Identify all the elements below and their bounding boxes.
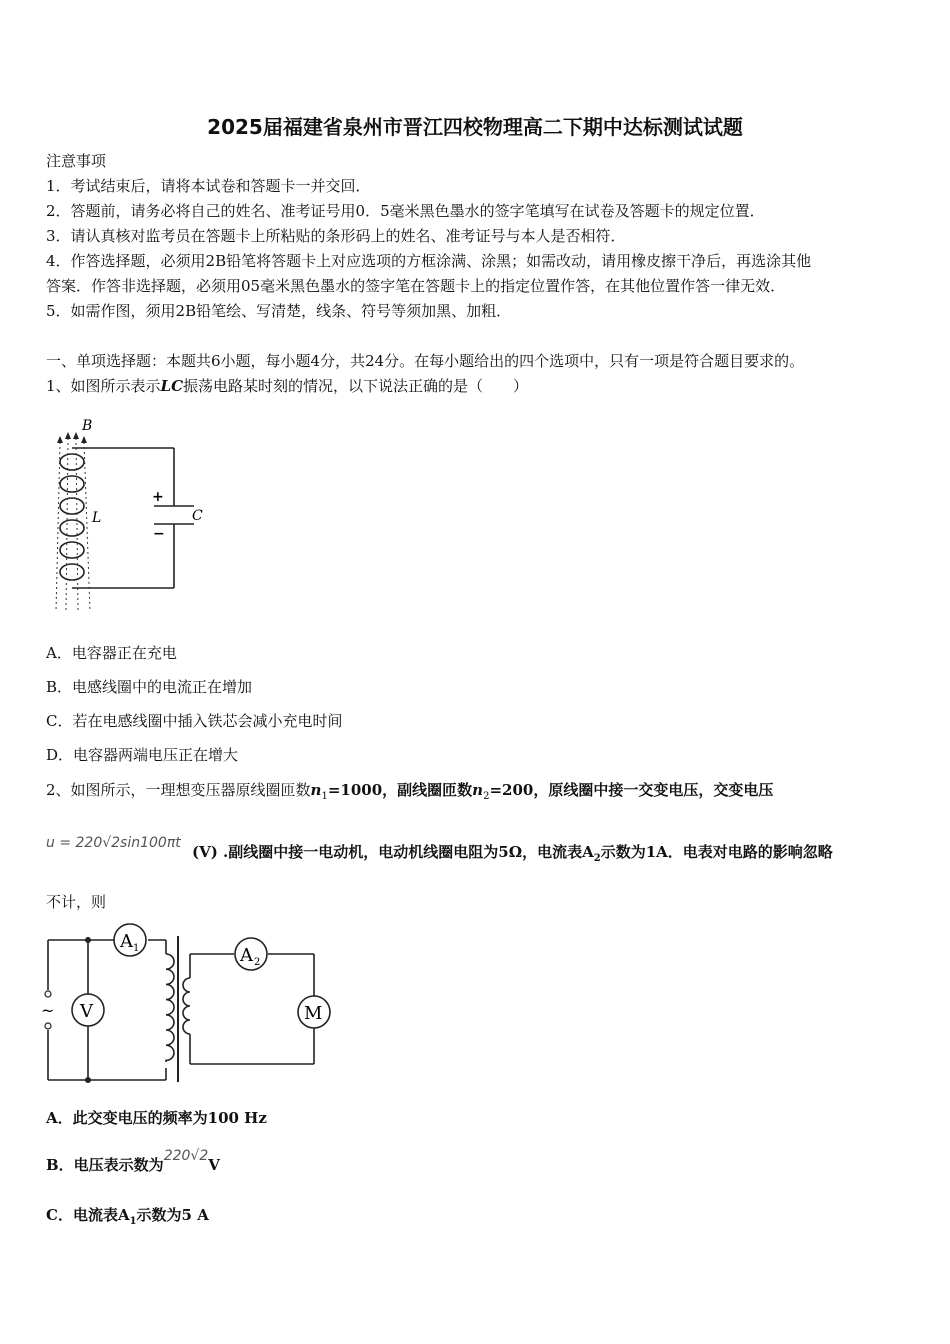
q1-option-b: B．电感线圈中的电流正在增加 <box>46 678 253 696</box>
notice-heading: 注意事项 <box>46 152 107 170</box>
q2-formula <box>46 832 181 853</box>
question-1-stem <box>46 376 528 396</box>
q2-option-b-post: V <box>208 1156 220 1174</box>
q1-stem-var: LC <box>160 377 184 395</box>
label-c: C <box>192 508 203 524</box>
q1-option-d: D．电容器两端电压正在增大 <box>46 746 239 764</box>
notice-item: 2．答题前，请务必将自己的姓名、准考证号用0．5毫米黑色墨水的签字笔填写在试卷及答题卡的规定位置． <box>46 202 765 220</box>
q2-option-a: A．此交变电压的频率为100 Hz <box>46 1109 267 1127</box>
q1-stem-pre: 1、如图所示表示 <box>46 377 161 395</box>
terminal-bottom <box>45 1023 51 1029</box>
notice-item: 4．作答选择题，必须用2B铅笔将答题卡上对应选项的方框涂满、涂黑；如需改动，请用橡皮擦干净后，再选涂其他 <box>46 252 812 270</box>
q2-option-b <box>46 1148 220 1176</box>
ammeter-a2-sub: 2 <box>254 957 261 968</box>
q2-option-c-pre: C．电流表A <box>46 1206 130 1224</box>
q2-option-c <box>46 1205 209 1225</box>
ac-symbol: ~ <box>41 1001 55 1020</box>
notice-item: 答案．作答非选择题，必须用05毫米黑色墨水的签字笔在答题卡上的指定位置作答，在其他位置作答一律无效． <box>46 277 786 295</box>
question-2-stem <box>46 780 773 800</box>
q2-line1-a: 2、如图所示，一理想变压器原线圈匝数 <box>46 781 311 799</box>
q2-line3: 不计，则 <box>46 893 107 911</box>
q2-line2-b: 示数为1A．电表对电路的影响忽略 <box>600 843 833 861</box>
motor-label: M <box>304 1003 323 1024</box>
notice-item: 3．请认真核对监考员在答题卡上所粘贴的条形码上的姓名、准考证号与本人是否相符． <box>46 227 626 245</box>
coil-turn <box>60 520 84 536</box>
q2-option-b-formula: 220√2 <box>163 1148 209 1164</box>
transformer-circuit-figure <box>40 918 340 1088</box>
coil-turn <box>60 476 84 492</box>
label-plus: + <box>152 489 164 505</box>
coil-turn <box>60 564 84 580</box>
q2-line1-b: =1000，副线圈匝数 <box>327 781 473 799</box>
label-minus: − <box>153 526 165 542</box>
ammeter-a1-sub: 1 <box>133 943 140 954</box>
voltage-formula: u = 220√2sin100πt <box>46 835 181 851</box>
coil-turn <box>60 498 84 514</box>
ammeter-a1-label: A <box>120 931 133 952</box>
q2-n2-sub: 2 <box>483 791 490 802</box>
q1-stem-post: 振荡电路某时刻的情况，以下说法正确的是（ ） <box>183 377 529 395</box>
q2-option-c-post: 示数为5 A <box>136 1206 209 1224</box>
q2-n1-sub: 1 <box>321 791 328 802</box>
secondary-coil <box>183 978 190 1034</box>
page-title: 2025届福建省泉州市晋江四校物理高二下期中达标测试试题 <box>207 115 743 139</box>
coil-turn <box>60 542 84 558</box>
lc-circuit-figure <box>46 412 216 617</box>
voltmeter-label: V <box>80 1001 93 1022</box>
ammeter-a2-label: A <box>240 945 253 966</box>
terminal-top <box>45 991 51 997</box>
junction-dot <box>85 1077 91 1083</box>
q2-line2 <box>192 842 833 862</box>
q1-option-a: A．电容器正在充电 <box>46 644 177 662</box>
q2-option-c-sub: 1 <box>129 1216 137 1227</box>
primary-coil <box>166 954 174 1062</box>
label-l: L <box>92 510 102 526</box>
q2-line2-sub: 2 <box>593 853 601 864</box>
junction-dot <box>85 937 91 943</box>
coil-turn <box>60 454 84 470</box>
q2-n2: n <box>472 781 484 799</box>
q2-option-b-pre: B．电压表示数为 <box>46 1156 164 1174</box>
q1-option-c: C．若在电感线圈中插入铁芯会减小充电时间 <box>46 712 343 730</box>
q2-line1-c: =200，原线圈中接一交变电压，交变电压 <box>489 781 774 799</box>
q2-n1: n <box>310 781 322 799</box>
label-b: B <box>82 418 93 434</box>
notice-item: 1．考试结束后，请将本试卷和答题卡一并交回． <box>46 177 371 195</box>
section-heading: 一、单项选择题：本题共6小题，每小题4分，共24分。在每小题给出的四个选项中，只有一项是符合题目要求的。 <box>46 352 805 370</box>
q2-line2-a: (V) .副线圈中接一电动机，电动机线圈电阻为5Ω，电流表A <box>192 843 594 861</box>
notice-item: 5．如需作图，须用2B铅笔绘、写清楚，线条、符号等须加黑、加粗． <box>46 302 512 320</box>
